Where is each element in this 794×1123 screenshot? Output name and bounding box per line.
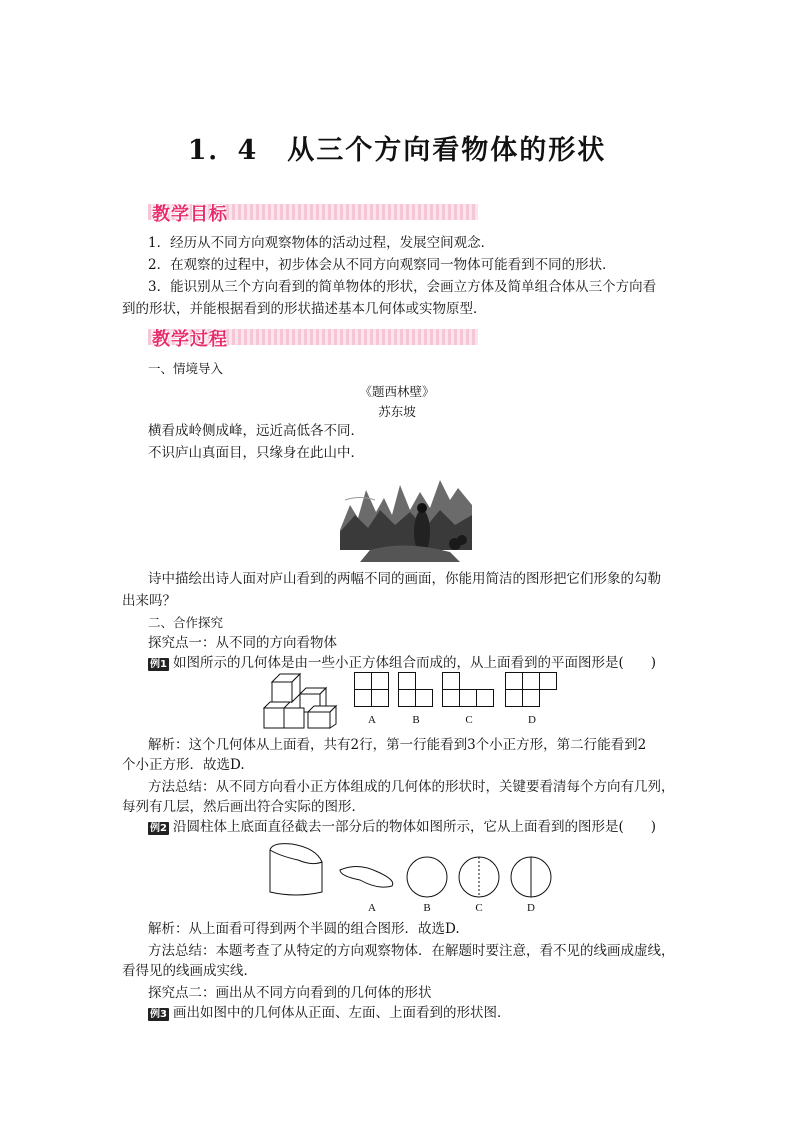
example-1-summary-cont: 每列有几层，然后画出符合实际的图形． xyxy=(122,799,365,815)
page-title: 1．4 从三个方向看物体的形状 xyxy=(187,135,607,166)
part2-heading: 二、合作探究 xyxy=(148,615,224,630)
example-1-option-c xyxy=(442,672,496,708)
example-2-text: 沿圆柱体上底面直径截去一部分后的物体如图所示，它从上面看到的图形是( ) xyxy=(172,819,657,835)
example-3-label: 例3 xyxy=(150,1009,167,1020)
example-2-choice-b: B xyxy=(423,902,431,914)
point-1: 探究点一：从不同的方向看物体 xyxy=(148,635,337,651)
poem-author: 苏东坡 xyxy=(378,404,416,419)
example-1-cube-figure xyxy=(262,672,346,730)
example-1-solution-cont: 个小正方形．故选D. xyxy=(122,757,245,773)
example-2 xyxy=(148,816,656,838)
poem-title: 《题西林壁》 xyxy=(359,384,435,399)
example-2-option-d xyxy=(510,856,552,898)
example-1-choice-a: A xyxy=(368,714,376,726)
example-1 xyxy=(148,652,656,674)
example-1-choice-d: D xyxy=(528,714,536,726)
example-2-option-b xyxy=(406,856,448,898)
part1-heading: 一、情境导入 xyxy=(148,361,224,376)
goal-2: 2．在观察的过程中，初步体会从不同方向观察同一物体可能看到不同的形状． xyxy=(148,257,616,273)
part1-desc: 诗中描绘出诗人面对庐山看到的两幅不同的画面，你能用简洁的图形把它们形象的勾勒 xyxy=(148,571,661,587)
example-2-choice-a: A xyxy=(368,902,376,914)
goal-1: 1．经历从不同方向观察物体的活动过程，发展空间观念． xyxy=(148,235,495,251)
goal-3: 3．能识别从三个方向看到的简单物体的形状，会画立方体及简单组合体从三个方向看 xyxy=(148,279,657,295)
example-1-choice-b: B xyxy=(412,714,420,726)
example-1-summary: 方法总结：从不同方向看小正方体组成的几何体的形状时，关键要看清每个方向有几列， xyxy=(148,779,675,795)
example-1-option-d xyxy=(505,672,559,708)
example-3 xyxy=(148,1002,510,1024)
point-2: 探究点二：画出从不同方向看到的几何体的形状 xyxy=(148,985,432,1001)
example-2-summary: 方法总结：本题考查了从特定的方向观察物体．在解题时要注意，看不见的线画成虚线， xyxy=(148,943,675,959)
poem-line-2: 不识庐山真面目，只缘身在此山中． xyxy=(148,445,364,461)
example-2-summary-cont: 看得见的线画成实线． xyxy=(122,963,257,979)
example-2-option-a xyxy=(338,860,398,890)
example-2-solution: 解析：从上面看可得到两个半圆的组合图形．故选D. xyxy=(148,921,460,937)
example-2-choice-d: D xyxy=(527,902,535,914)
section-banner-process xyxy=(148,325,478,349)
example-1-label: 例1 xyxy=(150,659,167,670)
part1-desc-cont: 出来吗？ xyxy=(122,593,176,609)
example-1-choice-c: C xyxy=(465,714,473,726)
example-2-label: 例2 xyxy=(150,823,167,834)
section-label-goals: 教学目标 xyxy=(152,204,228,225)
section-label-process: 教学过程 xyxy=(152,329,228,350)
example-2-cut-cylinder xyxy=(268,840,324,896)
goal-3-cont: 到的形状，并能根据看到的形状描述基本几何体或实物原型． xyxy=(122,301,487,317)
poem-line-1: 横看成岭侧成峰，远近高低各不同． xyxy=(148,423,364,439)
example-2-option-c xyxy=(458,856,500,898)
example-3-text: 画出如图中的几何体从正面、左面、上面看到的形状图． xyxy=(172,1005,511,1021)
example-1-option-a xyxy=(354,672,390,708)
example-1-solution: 解析：这个几何体从上面看，共有2行，第一行能看到3个小正方形，第二行能看到2 xyxy=(148,737,647,753)
example-1-option-b xyxy=(398,672,434,708)
landscape-illustration xyxy=(340,470,472,562)
example-2-choice-c: C xyxy=(475,902,483,914)
section-banner-goals xyxy=(148,200,478,224)
example-1-text: 如图所示的几何体是由一些小正方体组合而成的，从上面看到的平面图形是( ) xyxy=(172,655,657,671)
